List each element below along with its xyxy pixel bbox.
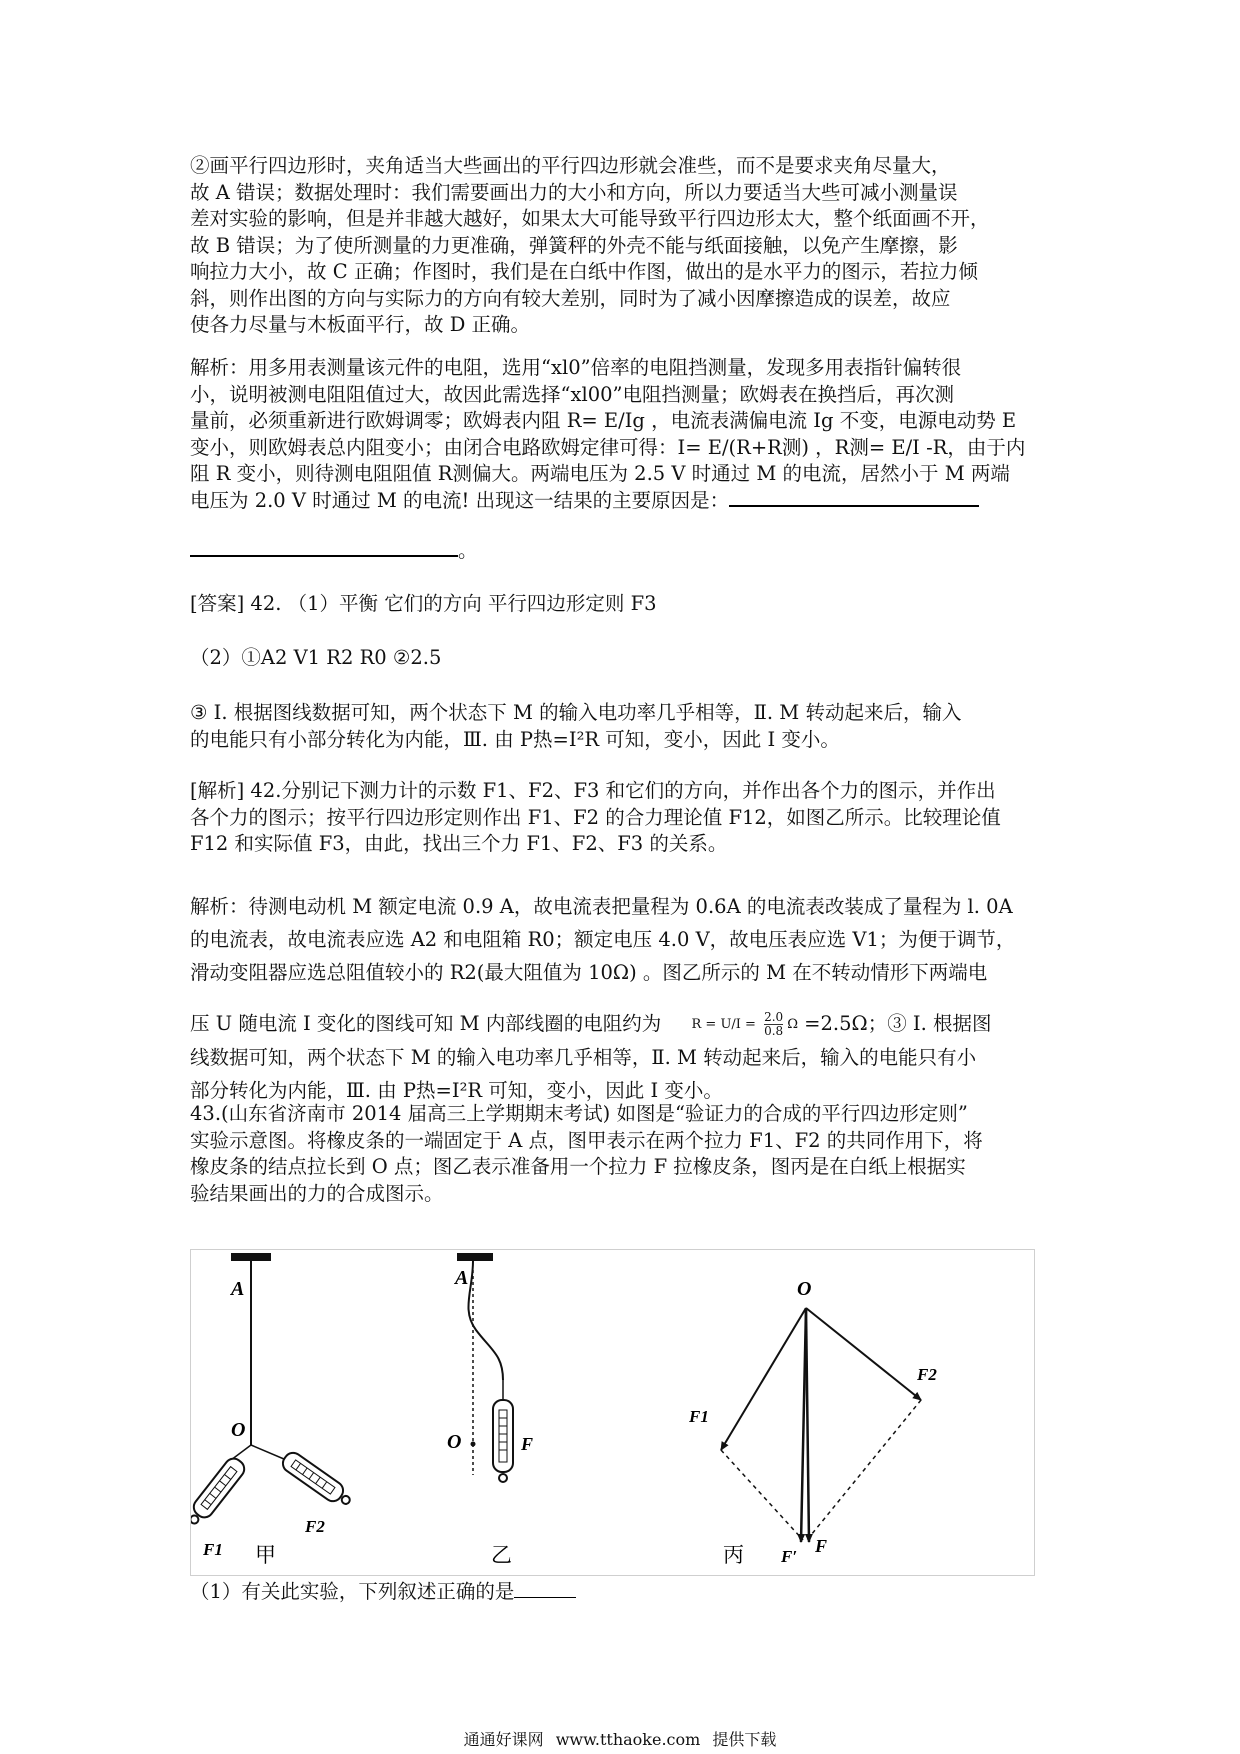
text-line: 线数据可知，两个状态下 M 的输入电功率几乎相等，Ⅱ. M 转动起来后，输入的电能只有小 xyxy=(190,1046,977,1069)
question-43 xyxy=(190,1101,1060,1207)
dashed-side-2 xyxy=(807,1400,921,1540)
diagram-yi xyxy=(447,1253,533,1567)
footer-site-name: 通通好课网 xyxy=(463,1730,544,1749)
answer-blank xyxy=(514,1596,576,1598)
footer-url: www.tthaoke.com xyxy=(555,1730,701,1749)
full-stop: 。 xyxy=(458,539,478,562)
answer-blank xyxy=(190,554,458,557)
text-line: 使各力尽量与木板面平行，故 D 正确。 xyxy=(190,313,531,336)
arrow-f2 xyxy=(806,1308,921,1400)
label-o: O xyxy=(797,1278,812,1300)
text-line: 的电流表，故电流表应选 A2 和电阻箱 R0；额定电压 4.0 V，故电压表应选 V1；为便于调节， xyxy=(190,928,1016,951)
spring-scale-vertical xyxy=(493,1400,513,1482)
label-f: F xyxy=(815,1536,828,1556)
caption-bing: 丙 xyxy=(723,1543,744,1567)
answer-42-part3 xyxy=(190,700,1060,753)
text-line: 小，说明被测电阻阻值过大，故因此需选择“xl00”电阻挡测量；欧姆表在换挡后，再次测 xyxy=(190,382,954,406)
spring-scale-right xyxy=(279,1449,354,1510)
text-line: 验结果画出的力的合成图示。 xyxy=(190,1181,444,1205)
text-line: 变小，则欧姆表总内阻变小；由闭合电路欧姆定律可得：I= E/(R+R测) ，R测= E/I -R，由于内 xyxy=(190,435,1026,459)
text-line xyxy=(190,488,1060,515)
fixed-support xyxy=(457,1253,493,1261)
answer-line-3a: ③ Ⅰ. 根据图线数据可知，两个状态下 M 的输入电功率几乎相等，Ⅱ. M 转动起来后，输入 xyxy=(190,701,962,724)
text-line: ②画平行四边形时，夹角适当大些画出的平行四边形就会准些，而不是要求夹角尽量大， xyxy=(190,154,951,177)
force-composition-figure xyxy=(190,1249,1035,1576)
caption-yi: 乙 xyxy=(491,1543,512,1567)
text-line: 部分转化为内能，Ⅲ. 由 P热=I²R 可知，变小，因此 I 变小。 xyxy=(190,1079,723,1102)
text-line: 故 A 错误；数据处理时：我们需要画出力的大小和方向，所以力要适当大些可减小测量误 xyxy=(190,180,958,204)
text-line: 斜，则作出图的方向与实际力的方向有较大差别，同时为了减小因摩擦造成的误差，故应 xyxy=(190,286,951,310)
paragraph-parallelogram-analysis xyxy=(190,153,1060,339)
answer-blank-continuation xyxy=(190,538,1060,565)
text-line: 橡皮条的结点拉长到 O 点；图乙表示准备用一个拉力 F 拉橡皮条，图丙是在白纸上根据实 xyxy=(190,1155,966,1178)
caption-jia: 甲 xyxy=(255,1543,276,1567)
paragraph-multimeter-analysis xyxy=(190,355,1060,514)
text-line: 解析：用多用表测量该元件的电阻，选用“xl0”倍率的电阻挡测量，发现多用表指针偏转很 xyxy=(190,356,962,379)
text-segment: =2.5Ω；③ Ⅰ. 根据图 xyxy=(804,1012,992,1035)
answer-blank xyxy=(729,504,979,507)
text-line: 各个力的图示；按平行四边形定则作出 F1、F2 的合力理论值 F12，如图乙所示。比较理论值 xyxy=(190,805,1001,829)
text-line xyxy=(190,538,1060,565)
answer-42 xyxy=(190,591,1060,618)
text-line: 故 B 错误；为了使所测量的力更准确，弹簧秤的外壳不能与纸面接触，以免产生摩擦，影 xyxy=(190,233,958,257)
text-line-with-formula xyxy=(190,1007,1060,1041)
formula-numerator: 2.0 xyxy=(764,1010,784,1024)
figure-svg xyxy=(191,1250,1034,1575)
text-line: F12 和实际值 F3，由此，找出三个力 F1、F2、F3 的关系。 xyxy=(190,832,728,855)
label-f-prime: F′ xyxy=(781,1547,798,1566)
text-line: [解析] 42.分别记下测力计的示数 F1、F2、F3 和它们的方向，并作出各个力的图示，并作出 xyxy=(190,779,996,802)
diagram-bing xyxy=(688,1278,937,1567)
dashed-side-1 xyxy=(721,1450,803,1540)
label-a: A xyxy=(455,1267,469,1289)
arrow-f1 xyxy=(721,1308,806,1450)
formula-lhs: R = U/I = xyxy=(691,1017,756,1032)
text-line: 解析：待测电动机 M 额定电流 0.9 A，故电流表把量程为 0.6A 的电流表改装成了量程为 l. 0A xyxy=(190,895,1013,918)
label-a: A xyxy=(231,1278,245,1300)
question-text: （1）有关此实验，下列叙述正确的是 xyxy=(190,1580,515,1603)
knot-point xyxy=(471,1442,476,1447)
text-line: 滑动变阻器应选总阻值较小的 R2(最大阻值为 10Ω) 。图乙所示的 M 在不转动情形下两端电 xyxy=(190,961,988,984)
text-line: 阻 R 变小，则待测电阻阻值 R测偏大。两端电压为 2.5 V 时通过 M 的电流，居然小于 M 两端 xyxy=(190,462,1010,485)
text-segment: 压 U 随电流 I 变化的图线可知 M 内部线圈的电阻约为 xyxy=(190,1012,662,1035)
arrow-f xyxy=(806,1308,809,1542)
footer-note: 提供下载 xyxy=(712,1730,777,1749)
label-f1: F1 xyxy=(203,1540,223,1559)
page-footer xyxy=(0,1730,1240,1750)
text-line: 响拉力大小，故 C 正确；作图时，我们是在白纸中作图，做出的是水平力的图示，若拉力倾 xyxy=(190,260,978,283)
analysis-motor xyxy=(190,890,1060,1107)
formula-unit: Ω xyxy=(787,1017,798,1032)
label-o: O xyxy=(447,1431,462,1453)
answer-line-2: （2）①A2 V1 R2 R0 ②2.5 xyxy=(190,646,442,669)
text-line: 实验示意图。将橡皮条的一端固定于 A 点，图甲表示在两个拉力 F1、F2 的共同作用下，将 xyxy=(190,1128,983,1152)
answer-line-3b: 的电能只有小部分转化为内能，Ⅲ. 由 P热=I²R 可知，变小，因此 I 变小。 xyxy=(190,727,840,751)
formula-denominator: 0.8 xyxy=(764,1024,784,1038)
label-f: F xyxy=(521,1434,534,1454)
label-f2: F2 xyxy=(917,1365,937,1384)
label-f2: F2 xyxy=(305,1517,325,1536)
label-o: O xyxy=(231,1419,246,1441)
answer-42-part2 xyxy=(190,645,1060,672)
spring-scale-left xyxy=(191,1455,248,1529)
answer-line-1: [答案] 42. （1）平衡 它们的方向 平行四边形定则 F3 xyxy=(190,592,657,615)
text-line xyxy=(190,1579,1060,1606)
fixed-support xyxy=(231,1253,271,1261)
label-f1: F1 xyxy=(689,1407,709,1426)
diagram-jia xyxy=(191,1253,355,1567)
formula-fraction xyxy=(764,1011,783,1038)
text-line: 量前，必须重新进行欧姆调零；欧姆表内阻 R= E/Ig ，电流表满偏电流 Ig 不变，电源电动势 E xyxy=(190,409,1017,432)
text-line: 差对实验的影响，但是并非越大越好，如果太大可能导致平行四边形太大，整个纸面画不开， xyxy=(190,207,990,230)
question-text: 电压为 2.0 V 时通过 M 的电流! 出现这一结果的主要原因是： xyxy=(190,488,730,512)
resistance-formula xyxy=(692,1008,798,1041)
analysis-42 xyxy=(190,778,1060,858)
text-line: 43.(山东省济南市 2014 届高三上学期期末考试) 如图是“验证力的合成的平行四边形定则” xyxy=(190,1102,968,1125)
question-43-sub1 xyxy=(190,1579,1060,1606)
